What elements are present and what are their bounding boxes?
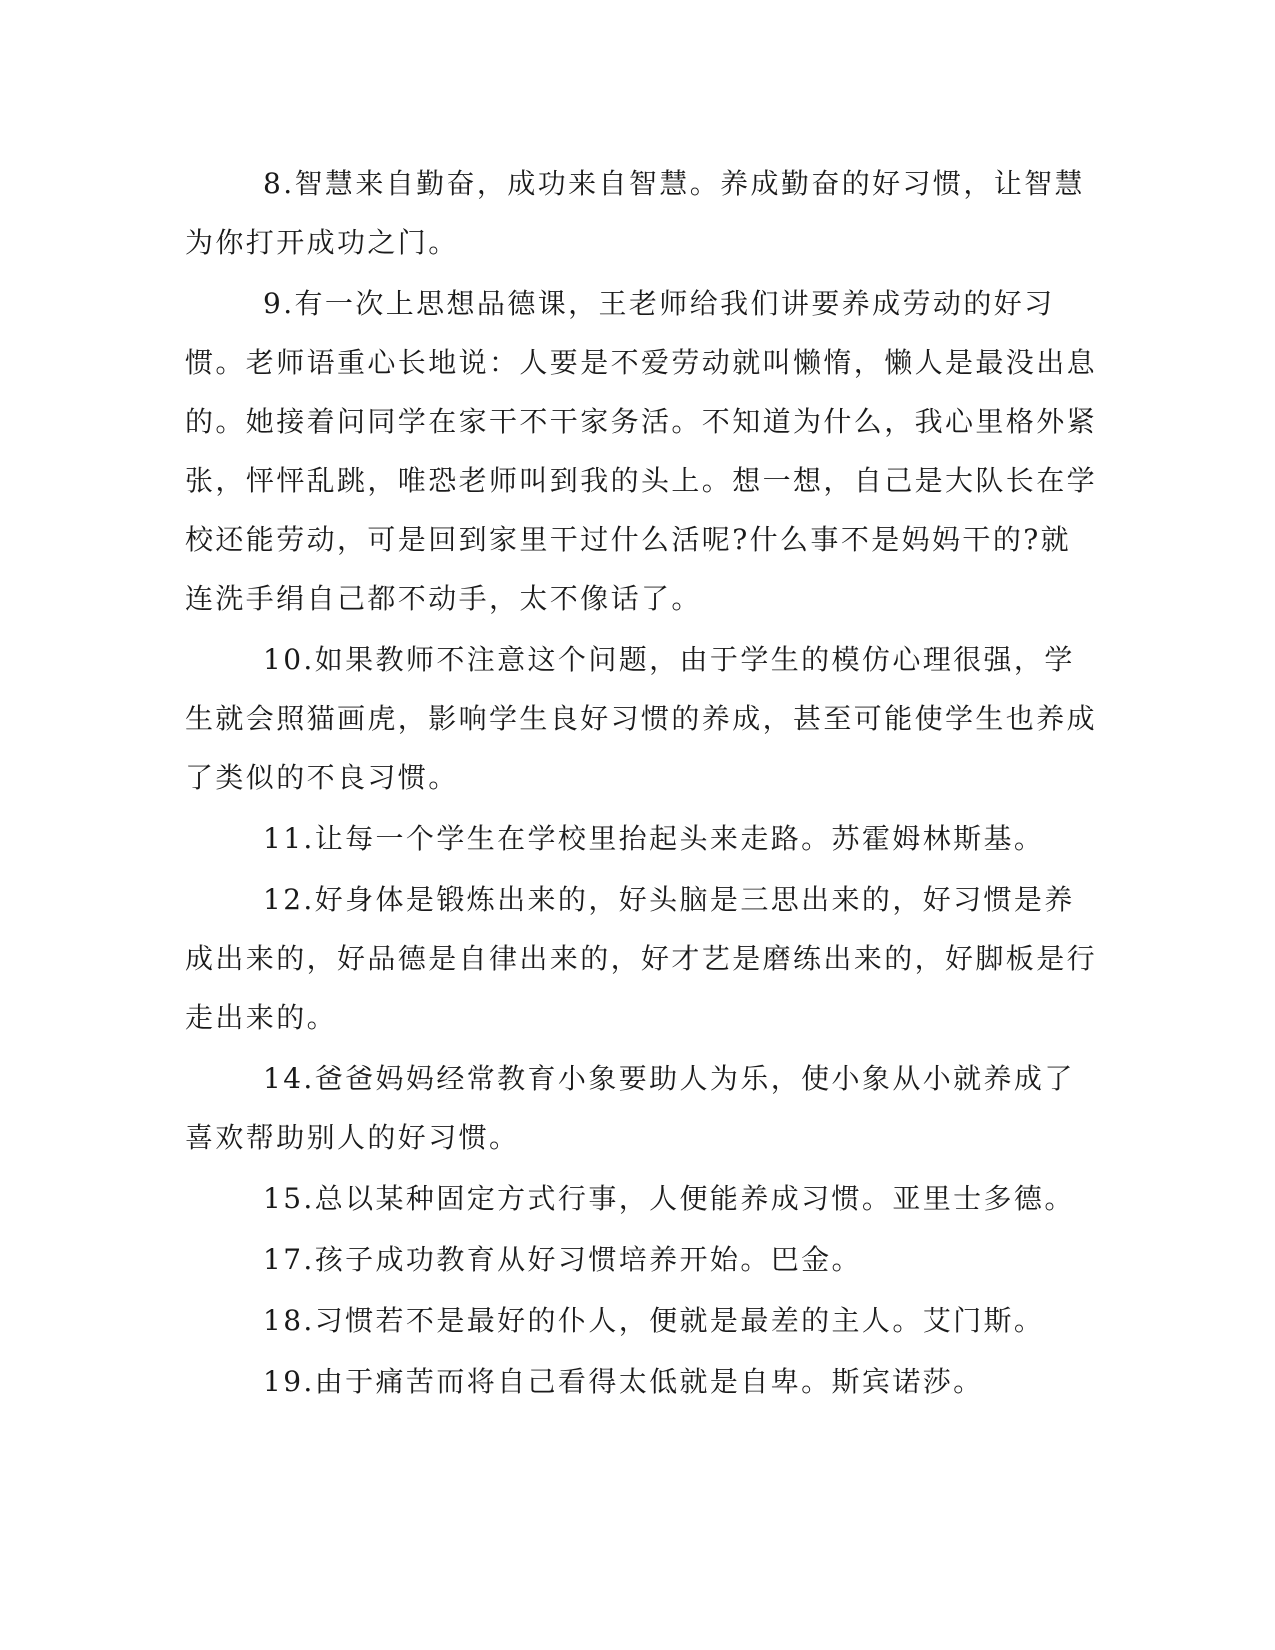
paragraph-10: 10.如果教师不注意这个问题，由于学生的模仿心理很强，学生就会照猫画虎，影响学生良好习惯的养成，甚至可能使学生也养成了类似的不良习惯。 — [185, 643, 1098, 794]
paragraph-9: 9.有一次上思想品德课，王老师给我们讲要养成劳动的好习惯。老师语重心长地说：人要是不爱劳动就叫懒惰，懒人是最没出息的。她接着问同学在家干不干家务活。不知道为什么，我心里格外紧张，怦怦乱跳，唯恐老师叫到我的头上。想一想，自己是大队长在学校还能劳动，可是回到家里干过什么活呢?什么事不是妈妈干的?就连洗手绢自己都不动手，太不像话了。 — [185, 287, 1098, 615]
paragraph-15: 15.总以某种固定方式行事，人便能养成习惯。亚里士多德。 — [263, 1182, 1075, 1215]
document-body — [185, 154, 1100, 1413]
paragraph-11: 11.让每一个学生在学校里抬起头来走路。苏霍姆林斯基。 — [263, 822, 1045, 855]
paragraph-8: 8.智慧来自勤奋，成功来自智慧。养成勤奋的好习惯，让智慧为你打开成功之门。 — [185, 167, 1085, 259]
paragraph-18: 18.习惯若不是最好的仆人，便就是最差的主人。艾门斯。 — [263, 1304, 1045, 1337]
paragraph-14: 14.爸爸妈妈经常教育小象要助人为乐，使小象从小就养成了喜欢帮助别人的好习惯。 — [185, 1062, 1075, 1154]
paragraph-12: 12.好身体是锻炼出来的，好头脑是三思出来的，好习惯是养成出来的，好品德是自律出来的，好才艺是磨练出来的，好脚板是行走出来的。 — [185, 883, 1098, 1034]
paragraph-19: 19.由于痛苦而将自己看得太低就是自卑。斯宾诺莎。 — [263, 1365, 984, 1398]
paragraph-17: 17.孩子成功教育从好习惯培养开始。巴金。 — [263, 1243, 862, 1276]
